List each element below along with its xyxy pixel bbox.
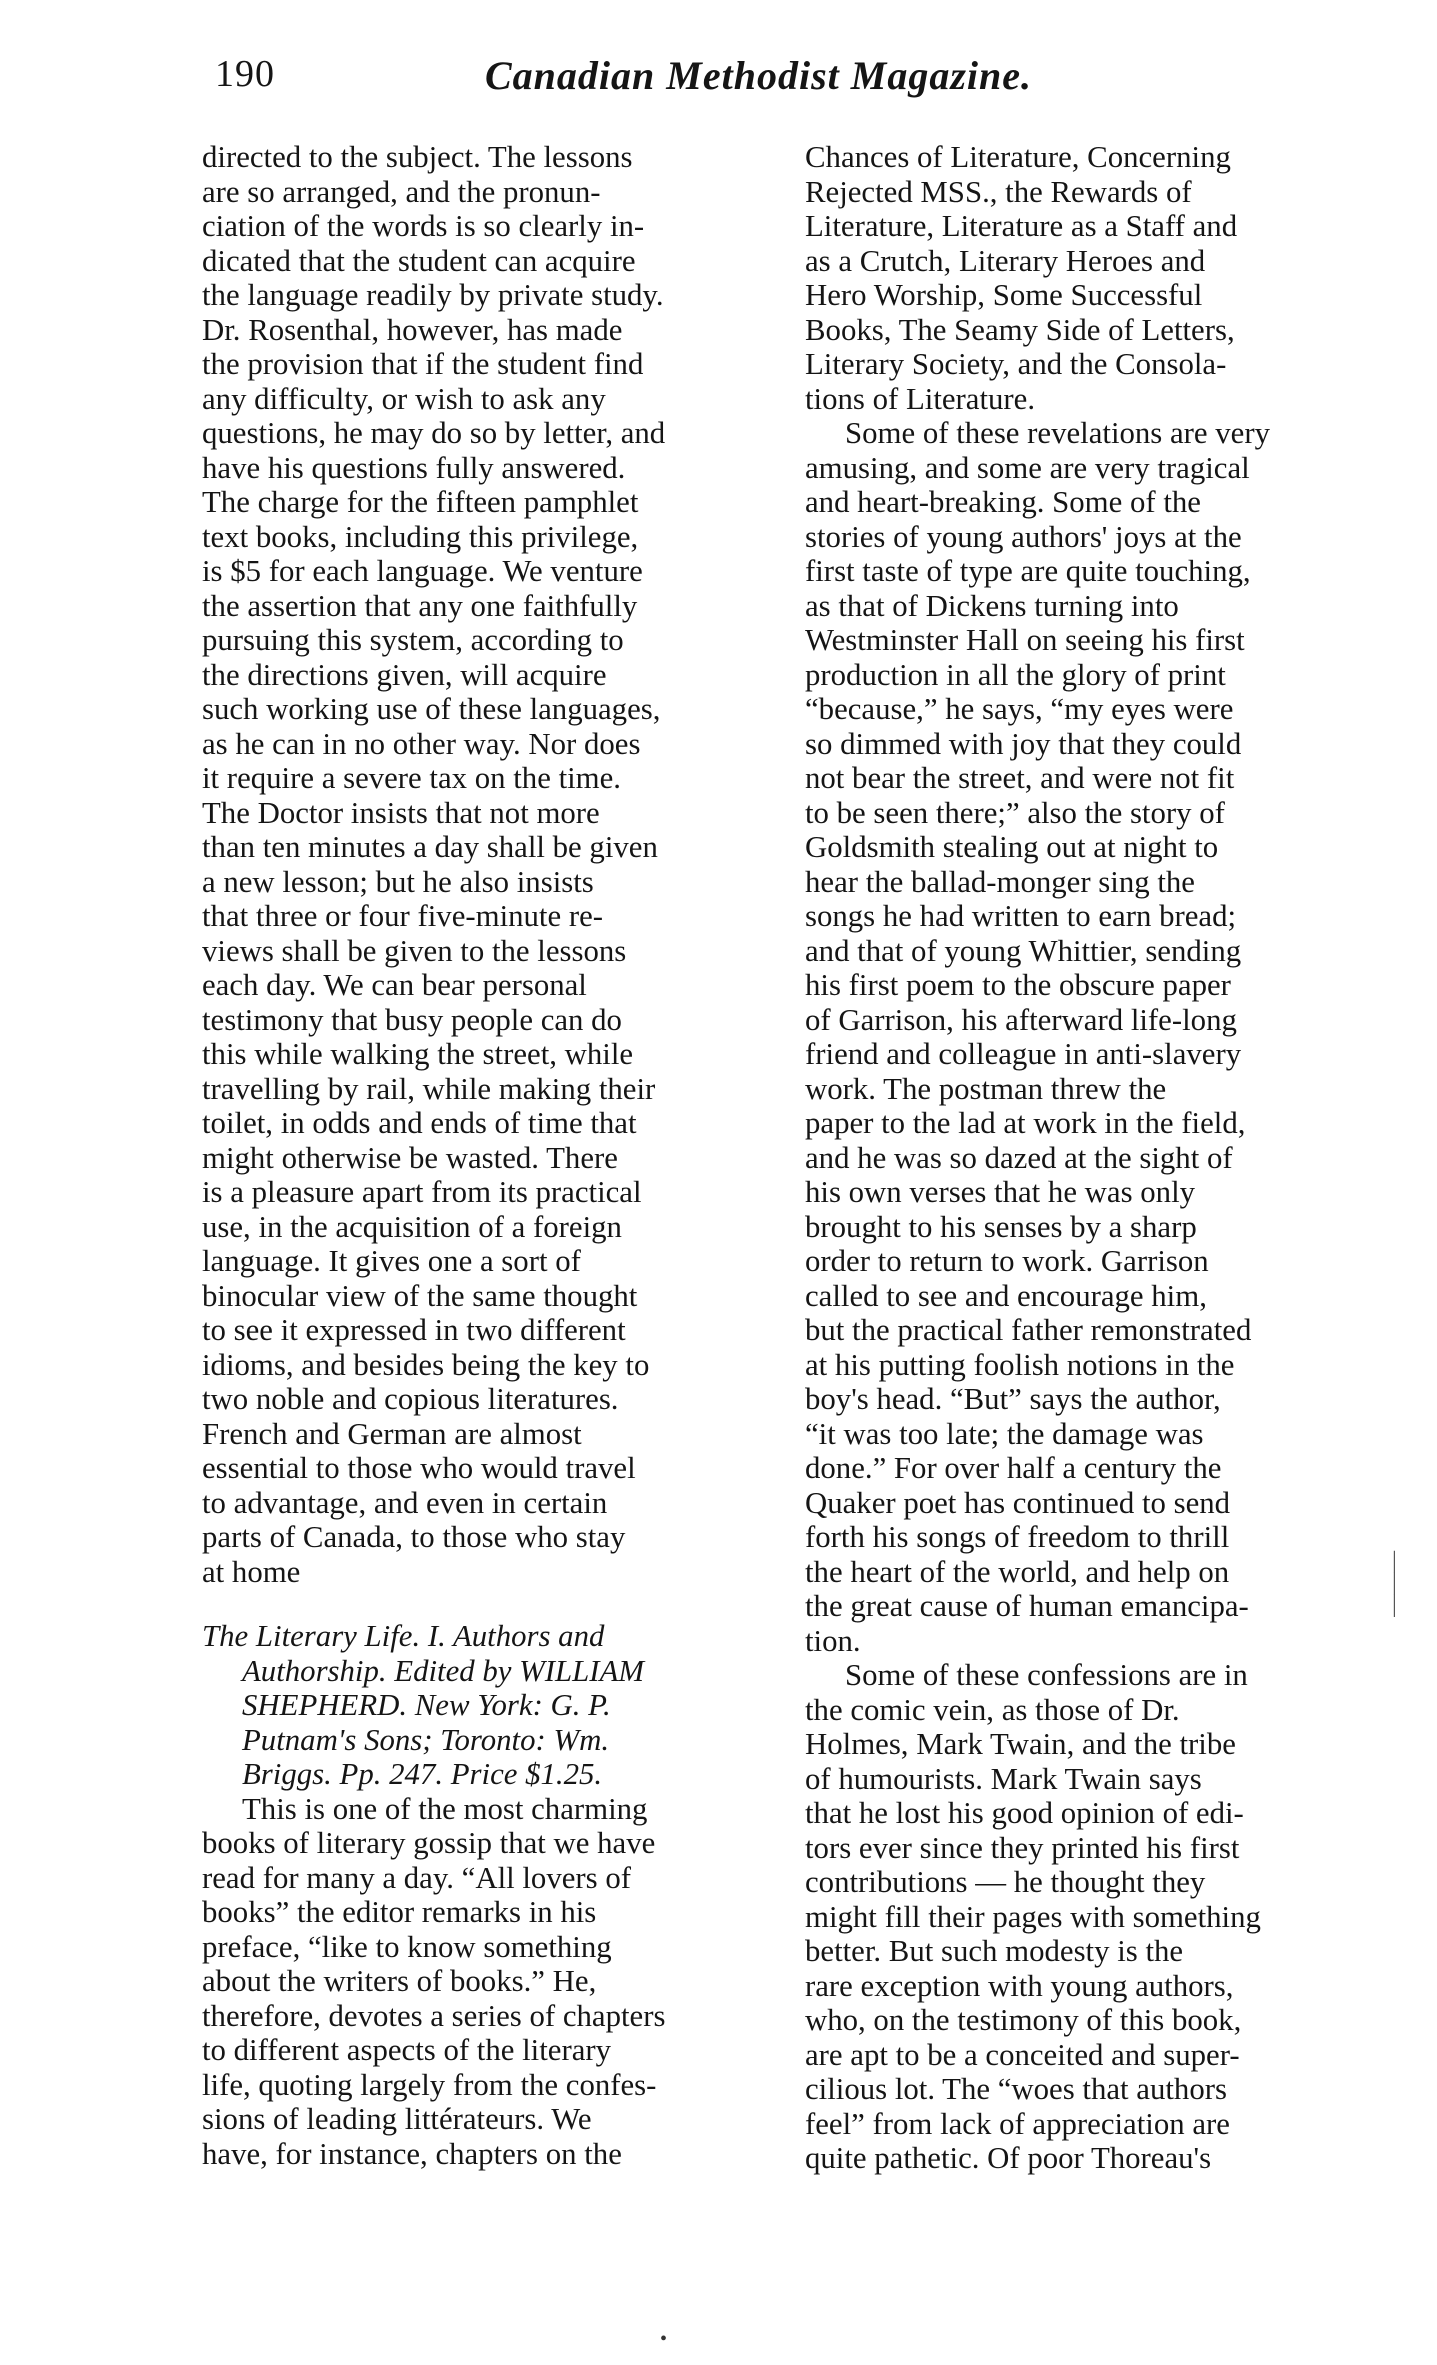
text-line: amusing, and some are very tragical bbox=[805, 450, 1250, 485]
text-line: Holmes, Mark Twain, and the tribe bbox=[805, 1727, 1236, 1761]
text-line: Books, The Seamy Side of Letters, bbox=[805, 312, 1235, 347]
right-para-1 bbox=[805, 140, 1355, 416]
text-line: boy's head. “But” says the author, bbox=[805, 1382, 1221, 1416]
text-line: tion. bbox=[805, 1623, 861, 1658]
text-line: such working use of these languages, bbox=[202, 692, 661, 726]
text-line: and that of young Whittier, sending bbox=[805, 933, 1242, 968]
text-line: toilet, in odds and ends of time that bbox=[202, 1106, 637, 1140]
text-line: at his putting foolish notions in the bbox=[805, 1347, 1235, 1382]
text-line: dicated that the student can acquire bbox=[202, 243, 636, 278]
text-line: the heart of the world, and help on bbox=[805, 1554, 1230, 1589]
page-number: 190 bbox=[215, 53, 275, 95]
text-line: ciation of the words is so clearly in- bbox=[202, 209, 645, 243]
text-line: views shall be given to the lessons bbox=[202, 933, 627, 968]
text-line: first taste of type are quite touching, bbox=[805, 554, 1251, 588]
text-line: done.” For over half a century the bbox=[805, 1451, 1222, 1485]
text-line: who, on the testimony of this book, bbox=[805, 2003, 1242, 2037]
text-line: Some of these revelations are very bbox=[845, 416, 1271, 450]
text-line: The Literary Life. I. Authors and bbox=[202, 1619, 605, 1653]
text-line: not bear the street, and were not fit bbox=[805, 761, 1235, 795]
text-line: to different aspects of the literary bbox=[202, 2033, 612, 2067]
text-line: to be seen there;” also the story of bbox=[805, 795, 1225, 830]
text-line: as a Crutch, Literary Heroes and bbox=[805, 243, 1206, 278]
text-line: cilious lot. The “woes that authors bbox=[805, 2072, 1227, 2106]
text-line: hear the ballad-monger sing the bbox=[805, 864, 1195, 899]
text-line: Dr. Rosenthal, however, has made bbox=[202, 312, 623, 347]
text-line: better. But such modesty is the bbox=[805, 1934, 1184, 1968]
text-line: binocular view of the same thought bbox=[202, 1278, 638, 1313]
text-line: might fill their pages with something bbox=[805, 1899, 1261, 1934]
right-para-2 bbox=[805, 416, 1355, 1658]
text-line: of humourists. Mark Twain says bbox=[805, 1761, 1202, 1796]
text-line: parts of Canada, to those who stay bbox=[202, 1520, 626, 1554]
text-line: questions, he may do so by letter, and bbox=[202, 416, 666, 450]
text-line: two noble and copious literatures. bbox=[202, 1382, 619, 1416]
text-line: it require a severe tax on the time. bbox=[202, 761, 622, 795]
right-para-3 bbox=[805, 1658, 1355, 2176]
text-line: production in all the glory of print bbox=[805, 657, 1226, 692]
text-line: stories of young authors' joys at the bbox=[805, 519, 1242, 554]
page-header bbox=[215, 52, 1110, 112]
text-line: Literary Society, and the Consola- bbox=[805, 347, 1227, 381]
text-line: read for many a day. “All lovers of bbox=[202, 1860, 631, 1895]
text-line: directed to the subject. The lessons bbox=[202, 140, 633, 174]
text-line: the directions given, will acquire bbox=[202, 657, 607, 692]
text-line: friend and colleague in anti-slavery bbox=[805, 1037, 1242, 1071]
text-line: songs he had written to earn bread; bbox=[805, 899, 1237, 933]
text-line: the assertion that any one faithfully bbox=[202, 588, 638, 623]
text-line: is a pleasure apart from its practical bbox=[202, 1175, 642, 1209]
text-line: but the practical father remonstrated bbox=[805, 1313, 1252, 1347]
text-line: that he lost his good opinion of edi- bbox=[805, 1796, 1244, 1830]
text-line: his first poem to the obscure paper bbox=[805, 968, 1231, 1002]
text-line: Quaker poet has continued to send bbox=[805, 1485, 1231, 1520]
text-line: testimony that busy people can do bbox=[202, 1002, 622, 1037]
text-line: language. It gives one a sort of bbox=[202, 1244, 581, 1278]
text-line: books” the editor remarks in his bbox=[202, 1895, 597, 1929]
text-line: Goldsmith stealing out at night to bbox=[805, 830, 1219, 864]
text-line: rare exception with young authors, bbox=[805, 1968, 1234, 2003]
text-line: “because,” he says, “my eyes were bbox=[805, 692, 1234, 726]
text-line: Westminster Hall on seeing his first bbox=[805, 623, 1245, 657]
text-line: are apt to be a conceited and super- bbox=[805, 2037, 1240, 2072]
text-line: forth his songs of freedom to thrill bbox=[805, 1520, 1230, 1554]
text-line: tors ever since they printed his first bbox=[805, 1830, 1240, 1865]
text-line: any difficulty, or wish to ask any bbox=[202, 381, 606, 416]
text-line: tions of Literature. bbox=[805, 381, 1036, 416]
text-line: The Doctor insists that not more bbox=[202, 795, 600, 830]
text-line: to see it expressed in two different bbox=[202, 1313, 626, 1347]
text-line: Rejected MSS., the Rewards of bbox=[805, 174, 1192, 209]
text-line: sions of leading littérateurs. We bbox=[202, 2102, 592, 2136]
text-line: brought to his senses by a sharp bbox=[805, 1209, 1197, 1244]
text-line: so dimmed with joy that they could bbox=[805, 726, 1242, 761]
text-line: Literature, Literature as a Staff and bbox=[805, 209, 1238, 243]
text-line: text books, including this privilege, bbox=[202, 519, 639, 554]
running-title: Canadian Methodist Magazine. bbox=[485, 53, 1033, 98]
text-line: the comic vein, as those of Dr. bbox=[805, 1692, 1180, 1727]
text-line: books of literary gossip that we have bbox=[202, 1826, 656, 1860]
text-line: the great cause of human emancipa- bbox=[805, 1589, 1249, 1623]
text-line: and heart-breaking. Some of the bbox=[805, 485, 1201, 519]
text-line: feel” from lack of appreciation are bbox=[805, 2106, 1230, 2141]
text-line: pursuing this system, according to bbox=[202, 623, 624, 657]
text-line: essential to those who would travel bbox=[202, 1451, 636, 1485]
text-line: are so arranged, and the pronun- bbox=[202, 174, 601, 209]
text-line: Some of these confessions are in bbox=[845, 1658, 1248, 1692]
text-line: the language readily by private study. bbox=[202, 278, 664, 312]
text-line: as he can in no other way. Nor does bbox=[202, 726, 641, 761]
text-line: is $5 for each language. We venture bbox=[202, 554, 643, 588]
text-line: about the writers of books.” He, bbox=[202, 1964, 597, 1998]
text-line: this while walking the street, while bbox=[202, 1037, 634, 1071]
text-line: his own verses that he was only bbox=[805, 1175, 1196, 1209]
left-para-2 bbox=[202, 1792, 782, 2172]
text-line: Authorship. Edited by WILLIAM bbox=[242, 1653, 645, 1688]
text-line: than ten minutes a day shall be given bbox=[202, 830, 658, 864]
text-line: idioms, and besides being the key to bbox=[202, 1347, 650, 1382]
right-column bbox=[805, 140, 1355, 2176]
text-line: travelling by rail, while making their bbox=[202, 1071, 656, 1106]
text-line: might otherwise be wasted. There bbox=[202, 1140, 618, 1175]
text-line: of Garrison, his afterward life-long bbox=[805, 1002, 1237, 1037]
text-line: have his questions fully answered. bbox=[202, 450, 626, 485]
text-line: to advantage, and even in certain bbox=[202, 1485, 608, 1520]
text-line: Putnam's Sons; Toronto: Wm. bbox=[242, 1722, 610, 1757]
text-line: the provision that if the student find bbox=[202, 347, 644, 381]
left-column bbox=[202, 140, 782, 2171]
page-dot: • bbox=[660, 2328, 668, 2350]
text-line: “it was too late; the damage was bbox=[805, 1416, 1204, 1451]
text-line: and he was so dazed at the sight of bbox=[805, 1140, 1233, 1175]
text-line: at home bbox=[202, 1554, 301, 1589]
text-line: Briggs. Pp. 247. Price $1.25. bbox=[242, 1757, 603, 1791]
text-line: paper to the lad at work in the field, bbox=[805, 1106, 1246, 1140]
text-line: that three or four five-minute re- bbox=[202, 899, 604, 933]
text-line: life, quoting largely from the confes- bbox=[202, 2067, 657, 2102]
text-line: work. The postman threw the bbox=[805, 1071, 1167, 1106]
text-line: preface, “like to know something bbox=[202, 1929, 612, 1964]
text-line: a new lesson; but he also insists bbox=[202, 864, 594, 899]
text-line: French and German are almost bbox=[202, 1416, 582, 1451]
text-line: This is one of the most charming bbox=[242, 1791, 648, 1826]
text-line: each day. We can bear personal bbox=[202, 968, 587, 1002]
text-line: therefore, devotes a series of chapters bbox=[202, 1998, 666, 2033]
left-para-1 bbox=[202, 140, 782, 1589]
text-line: called to see and encourage him, bbox=[805, 1278, 1207, 1313]
text-line: have, for instance, chapters on the bbox=[202, 2136, 622, 2171]
text-line: SHEPHERD. New York: G. P. bbox=[242, 1688, 611, 1722]
text-line: Hero Worship, Some Successful bbox=[805, 278, 1203, 312]
book-entry bbox=[202, 1619, 782, 1792]
margin-marks: | | | bbox=[1392, 1548, 1397, 1618]
text-line: as that of Dickens turning into bbox=[805, 588, 1179, 623]
text-line: quite pathetic. Of poor Thoreau's bbox=[805, 2141, 1212, 2175]
text-line: order to return to work. Garrison bbox=[805, 1244, 1209, 1278]
text-line: contributions — he thought they bbox=[805, 1865, 1206, 1899]
section-gap bbox=[202, 1589, 782, 1619]
text-line: Chances of Literature, Concerning bbox=[805, 140, 1231, 174]
text-line: The charge for the fifteen pamphlet bbox=[202, 485, 639, 519]
text-line: use, in the acquisition of a foreign bbox=[202, 1209, 622, 1244]
